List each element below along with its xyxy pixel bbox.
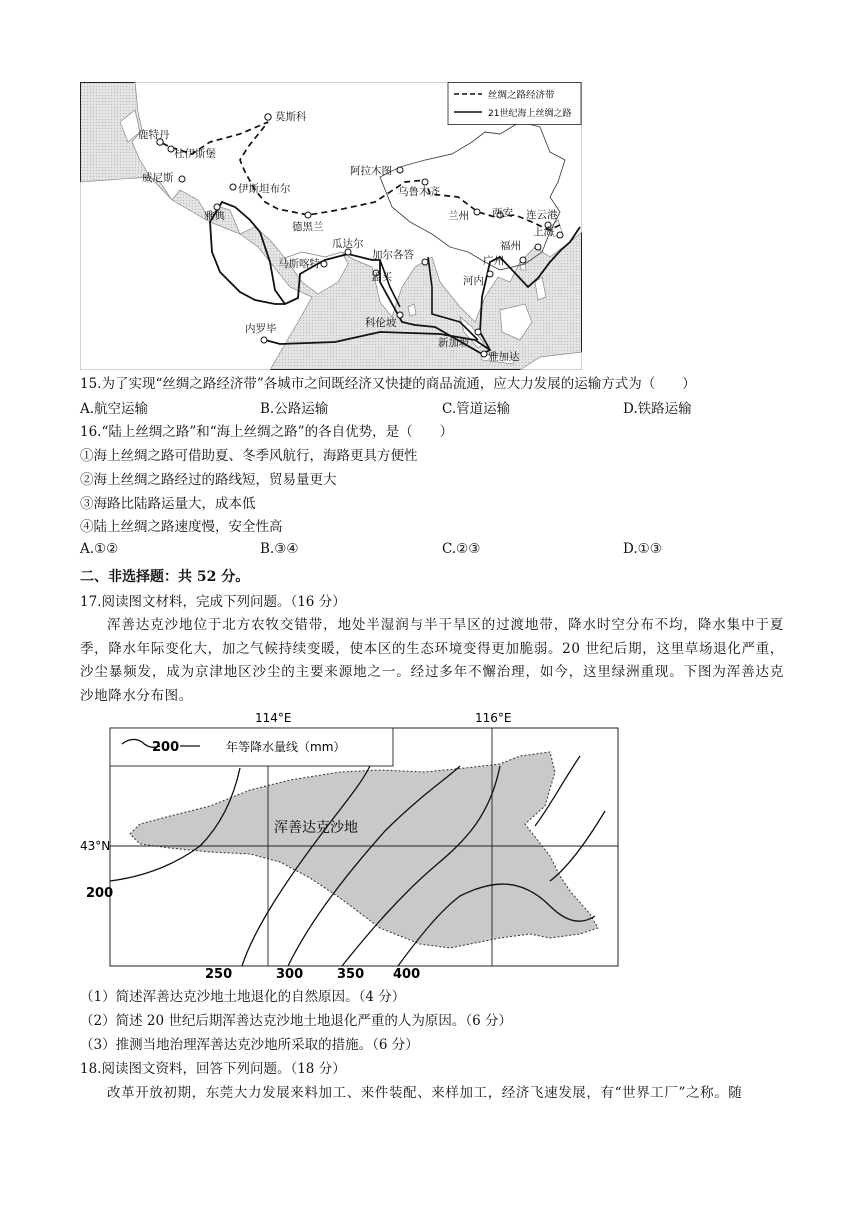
q16-options (80, 541, 780, 564)
q16-option-c[interactable]: C.②③ (442, 541, 481, 557)
q17-sub-2: （2）简述 20 世纪后期浑善达克沙地土地退化严重的人为原因。（6 分） (80, 1013, 512, 1029)
q15-option-d[interactable]: D.铁路运输 (623, 401, 692, 417)
city-istanbul: 伊斯坦布尔 (238, 183, 291, 195)
legend-maritime: 21世纪海上丝绸之路 (488, 109, 572, 119)
iso-label-left: 200 (86, 886, 114, 901)
q16-statement-4: ④陆上丝绸之路速度慢，安全性高 (80, 519, 283, 535)
q15-option-b[interactable]: B.公路运输 (260, 401, 329, 417)
q17-sub-3: （3）推测当地治理浑善达克沙地所采取的措施。（6 分） (80, 1037, 419, 1053)
city-duisburg: 杜伊斯堡 (174, 148, 216, 160)
city-guangzhou: 广州 (483, 255, 504, 267)
iso-label-250: 250 (205, 967, 233, 982)
city-moscow: 莫斯科 (275, 111, 307, 123)
city-lianyungang: 连云港 (526, 209, 558, 221)
city-jakarta: 雅加达 (488, 351, 520, 363)
city-colombo: 科伦坡 (365, 317, 397, 329)
city-almaty: 阿拉木图 (350, 165, 392, 177)
lon-114-label: 114°E (255, 711, 292, 725)
q16-statement-1: ①海上丝绸之路可借助夏、冬季风航行，海路更具方便性 (80, 448, 418, 464)
silk-road-map (80, 82, 582, 370)
q17-paragraph: 浑善达克沙地位于北方农牧交错带，地处半湿润与半干旱区的过渡地带，降水时空分布不均，降水集中于夏季，降水年际变化大，加之气候持续变暖，使本区的生态环境变得更加脆弱。20 世纪后期，这里草场退化严重，沙尘暴频发，成为京津地区沙尘的主要来源地之一。经过多年不懈治理，如今，这里绿洲重现。下图为浑善达克沙地降水分布图。 (80, 617, 784, 704)
city-gwadar: 瓜达尔 (332, 238, 364, 250)
region-label: 浑善达克沙地 (274, 820, 358, 836)
legend-land-belt: 丝绸之路经济带 (488, 90, 555, 101)
lon-116-label: 116°E (475, 711, 512, 725)
precipitation-map (80, 706, 628, 982)
city-kolkata: 加尔各答 (372, 249, 414, 261)
city-venice: 威尼斯 (142, 172, 174, 184)
city-nairobi: 内罗毕 (245, 323, 277, 335)
city-singapore: 新加坡 (438, 337, 470, 349)
city-xian: 西安 (492, 207, 513, 219)
city-fuzhou: 福州 (500, 240, 521, 252)
city-hanoi: 河内 (463, 275, 484, 287)
legend-iso-value: 200 (152, 740, 180, 755)
q15-options (80, 397, 780, 420)
city-shanghai: 上海 (533, 226, 554, 238)
q16-statement-3: ③海路比陆路运量大，成本低 (80, 496, 256, 512)
q15-option-a[interactable]: A.航空运输 (80, 401, 149, 417)
city-mumbai: 孟买 (371, 271, 392, 283)
lat-43-label: 43°N (80, 839, 111, 853)
q16-option-b[interactable]: B.③④ (260, 541, 299, 557)
city-muscat: 马斯喀特 (278, 258, 320, 270)
q18-paragraph: 改革开放初期，东莞大力发展来料加工、来件装配、来样加工，经济飞速发展，有“世界工厂”之称。随 (107, 1085, 743, 1101)
iso-label-400: 400 (393, 967, 421, 982)
city-athens: 雅典 (204, 210, 225, 222)
legend-iso-text: 年等降水量线（mm） (226, 740, 346, 754)
iso-label-350: 350 (337, 967, 365, 982)
q18-stem: 18.阅读图文资料，回答下列问题。（18 分） (80, 1061, 346, 1077)
q16-statement-2: ②海上丝绸之路经过的路线短，贸易量更大 (80, 472, 337, 488)
iso-label-300: 300 (276, 967, 304, 982)
q17-sub-1: （1）简述浑善达克沙地土地退化的自然原因。（4 分） (80, 989, 406, 1005)
q17-stem: 17.阅读图文材料，完成下列问题。（16 分） (80, 594, 346, 610)
city-urumqi: 乌鲁木齐 (398, 186, 440, 198)
q16-option-d[interactable]: D.①③ (623, 541, 662, 557)
section-title: 二、非选择题：共 52 分。 (80, 569, 250, 585)
city-lanzhou: 兰州 (448, 210, 469, 222)
city-rotterdam: 鹿特丹 (138, 129, 170, 141)
q16-option-a[interactable]: A.①② (80, 541, 119, 557)
q16-stem: 16.“陆上丝绸之路”和“海上丝绸之路”的各自优势，是（ ） (80, 424, 454, 440)
q15-option-c[interactable]: C.管道运输 (442, 401, 511, 417)
q15-stem: 15.为了实现“丝绸之路经济带”各城市之间既经济又快捷的商品流通，应大力发展的运输方式为（ ） (80, 376, 696, 392)
city-tehran: 德黑兰 (292, 221, 324, 233)
